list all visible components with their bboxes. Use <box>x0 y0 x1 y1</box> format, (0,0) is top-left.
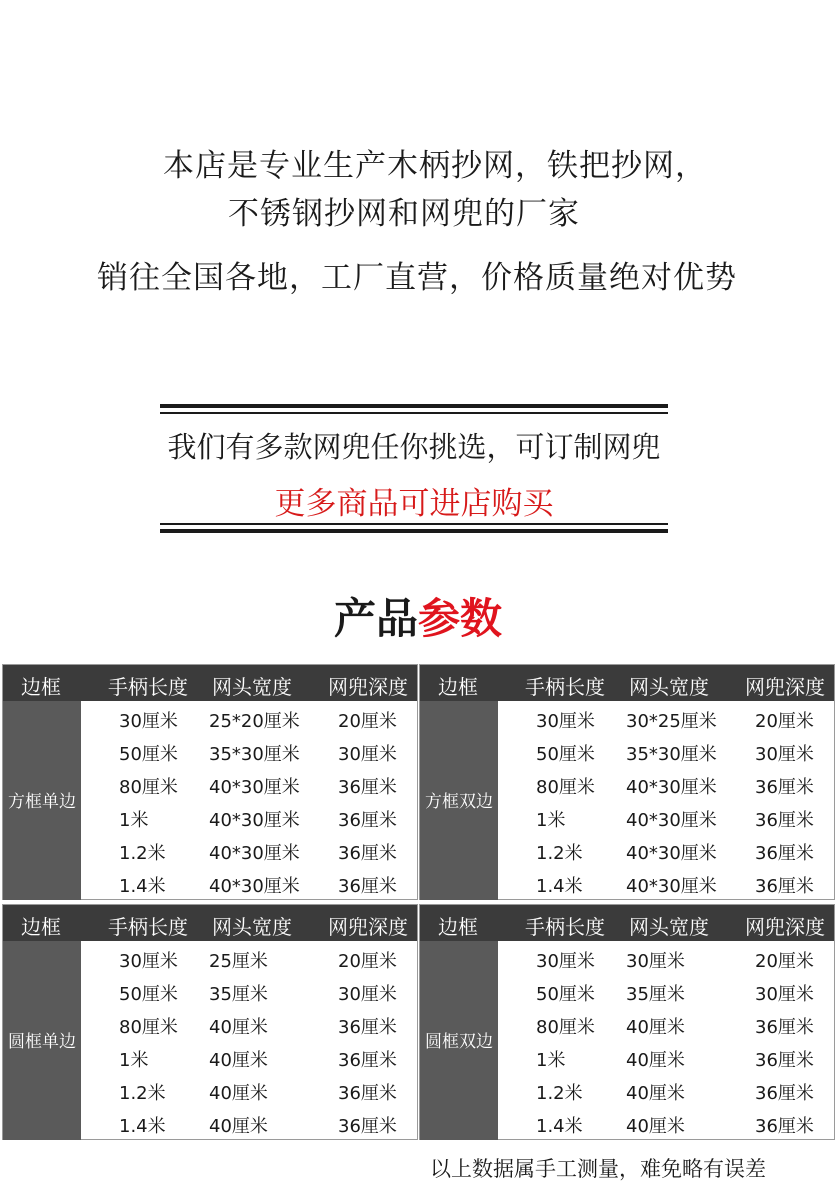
table-row <box>498 1040 834 1073</box>
header-depth: 网兜深度 <box>745 675 825 699</box>
table-row <box>81 941 417 974</box>
cell-depth: 36厘米 <box>338 1083 397 1104</box>
cell-handle-length: 1.4米 <box>119 876 166 897</box>
cell-handle-length: 1米 <box>119 810 149 831</box>
frame-type-label: 方框单边 <box>8 792 76 812</box>
cell-depth: 36厘米 <box>755 1083 814 1104</box>
table-row <box>498 701 834 734</box>
table-row <box>81 1106 417 1139</box>
cell-head-width: 35*30厘米 <box>626 744 717 765</box>
table-header <box>420 905 834 941</box>
cell-head-width: 40厘米 <box>626 1116 685 1137</box>
cell-depth: 30厘米 <box>338 744 397 765</box>
header-head-width: 网头宽度 <box>629 675 709 699</box>
header-head-width: 网头宽度 <box>629 915 709 939</box>
cell-head-width: 25*20厘米 <box>209 711 300 732</box>
intro-line-2: 不锈钢抄网和网兜的厂家 <box>228 196 580 232</box>
table-row <box>81 1073 417 1106</box>
cell-head-width: 40厘米 <box>209 1083 268 1104</box>
spec-table <box>419 664 835 900</box>
notice-line-1: 我们有多款网兜任你挑选，可订制网兜 <box>167 430 661 464</box>
cell-depth: 36厘米 <box>338 810 397 831</box>
table-row <box>498 1007 834 1040</box>
table-row <box>81 734 417 767</box>
cell-depth: 36厘米 <box>338 1116 397 1137</box>
table-row <box>498 833 834 866</box>
frame-type-cell <box>3 701 81 900</box>
table-body <box>81 701 417 899</box>
table-header <box>3 665 417 701</box>
cell-head-width: 40*30厘米 <box>626 876 717 897</box>
table-row <box>498 941 834 974</box>
cell-head-width: 35*30厘米 <box>209 744 300 765</box>
section-heading <box>0 586 836 646</box>
header-head-width: 网头宽度 <box>212 675 292 699</box>
frame-type-cell <box>3 941 81 1140</box>
cell-depth: 36厘米 <box>755 810 814 831</box>
cell-head-width: 40*30厘米 <box>209 777 300 798</box>
cell-head-width: 30*25厘米 <box>626 711 717 732</box>
cell-depth: 36厘米 <box>755 876 814 897</box>
cell-handle-length: 1米 <box>119 1050 149 1071</box>
cell-handle-length: 50厘米 <box>119 984 178 1005</box>
cell-head-width: 40*30厘米 <box>209 876 300 897</box>
cell-handle-length: 1.2米 <box>536 1083 583 1104</box>
cell-depth: 36厘米 <box>338 1017 397 1038</box>
table-row <box>81 833 417 866</box>
cell-head-width: 40厘米 <box>209 1116 268 1137</box>
spec-table <box>419 904 835 1140</box>
divider-bottom-thick <box>160 529 668 533</box>
cell-depth: 36厘米 <box>755 1116 814 1137</box>
cell-depth: 36厘米 <box>338 1050 397 1071</box>
header-handle-length: 手柄长度 <box>108 915 188 939</box>
table-row <box>81 866 417 899</box>
cell-handle-length: 1.4米 <box>119 1116 166 1137</box>
cell-handle-length: 50厘米 <box>536 744 595 765</box>
heading-part-1: 产品 <box>333 594 418 643</box>
table-row <box>498 734 834 767</box>
cell-head-width: 40*30厘米 <box>626 777 717 798</box>
table-body <box>498 941 834 1139</box>
header-depth: 网兜深度 <box>328 915 408 939</box>
cell-head-width: 40厘米 <box>626 1050 685 1071</box>
intro-line-1: 本店是专业生产木柄抄网，铁把抄网， <box>163 148 707 184</box>
header-frame: 边框 <box>438 675 478 699</box>
frame-type-label: 圆框双边 <box>425 1032 493 1052</box>
table-row <box>498 1073 834 1106</box>
cell-depth: 30厘米 <box>338 984 397 1005</box>
cell-head-width: 40*30厘米 <box>209 810 300 831</box>
table-row <box>498 767 834 800</box>
cell-head-width: 40*30厘米 <box>626 810 717 831</box>
cell-depth: 36厘米 <box>755 1017 814 1038</box>
cell-head-width: 35厘米 <box>626 984 685 1005</box>
table-row <box>498 800 834 833</box>
header-head-width: 网头宽度 <box>212 915 292 939</box>
cell-handle-length: 30厘米 <box>536 711 595 732</box>
cell-handle-length: 30厘米 <box>119 711 178 732</box>
table-row <box>81 800 417 833</box>
cell-handle-length: 80厘米 <box>119 1017 178 1038</box>
header-handle-length: 手柄长度 <box>525 915 605 939</box>
spec-table <box>2 664 418 900</box>
header-depth: 网兜深度 <box>328 675 408 699</box>
cell-handle-length: 80厘米 <box>536 777 595 798</box>
cell-handle-length: 50厘米 <box>119 744 178 765</box>
cell-handle-length: 1.4米 <box>536 876 583 897</box>
cell-head-width: 40厘米 <box>209 1050 268 1071</box>
notice-line-2: 更多商品可进店购买 <box>274 486 554 522</box>
frame-type-label: 圆框单边 <box>8 1032 76 1052</box>
table-row <box>81 974 417 1007</box>
header-frame: 边框 <box>21 915 61 939</box>
cell-depth: 36厘米 <box>338 777 397 798</box>
header-frame: 边框 <box>438 915 478 939</box>
table-row <box>498 866 834 899</box>
table-row <box>81 701 417 734</box>
cell-handle-length: 1米 <box>536 1050 566 1071</box>
cell-head-width: 25厘米 <box>209 951 268 972</box>
divider-top-thin <box>160 412 668 414</box>
cell-handle-length: 30厘米 <box>119 951 178 972</box>
cell-depth: 36厘米 <box>755 777 814 798</box>
cell-depth: 30厘米 <box>755 984 814 1005</box>
cell-head-width: 35厘米 <box>209 984 268 1005</box>
table-header <box>3 905 417 941</box>
cell-depth: 30厘米 <box>755 744 814 765</box>
cell-depth: 20厘米 <box>338 711 397 732</box>
cell-depth: 36厘米 <box>755 843 814 864</box>
cell-head-width: 30厘米 <box>626 951 685 972</box>
cell-depth: 20厘米 <box>755 711 814 732</box>
cell-handle-length: 1.2米 <box>119 1083 166 1104</box>
table-row <box>81 1007 417 1040</box>
divider-bottom-thin <box>160 523 668 525</box>
frame-type-cell <box>420 701 498 900</box>
cell-depth: 36厘米 <box>338 876 397 897</box>
cell-handle-length: 30厘米 <box>536 951 595 972</box>
cell-depth: 20厘米 <box>338 951 397 972</box>
cell-head-width: 40*30厘米 <box>209 843 300 864</box>
header-frame: 边框 <box>21 675 61 699</box>
table-body <box>498 701 834 899</box>
cell-head-width: 40厘米 <box>626 1017 685 1038</box>
table-body <box>81 941 417 1139</box>
footer-note: 以上数据属手工测量，难免略有误差 <box>430 1157 766 1181</box>
cell-handle-length: 80厘米 <box>119 777 178 798</box>
table-row <box>81 1040 417 1073</box>
table-row <box>498 1106 834 1139</box>
header-handle-length: 手柄长度 <box>525 675 605 699</box>
cell-depth: 36厘米 <box>755 1050 814 1071</box>
cell-handle-length: 1.2米 <box>536 843 583 864</box>
cell-depth: 36厘米 <box>338 843 397 864</box>
table-header <box>420 665 834 701</box>
cell-handle-length: 1.2米 <box>119 843 166 864</box>
intro-line-3: 销往全国各地，工厂直营，价格质量绝对优势 <box>97 260 737 296</box>
divider-top-thick <box>160 404 668 408</box>
cell-head-width: 40厘米 <box>626 1083 685 1104</box>
frame-type-cell <box>420 941 498 1140</box>
header-depth: 网兜深度 <box>745 915 825 939</box>
table-row <box>498 974 834 1007</box>
cell-handle-length: 50厘米 <box>536 984 595 1005</box>
frame-type-label: 方框双边 <box>425 792 493 812</box>
cell-head-width: 40*30厘米 <box>626 843 717 864</box>
header-handle-length: 手柄长度 <box>108 675 188 699</box>
cell-handle-length: 1米 <box>536 810 566 831</box>
cell-handle-length: 1.4米 <box>536 1116 583 1137</box>
cell-handle-length: 80厘米 <box>536 1017 595 1038</box>
spec-table <box>2 904 418 1140</box>
table-row <box>81 767 417 800</box>
cell-depth: 20厘米 <box>755 951 814 972</box>
cell-head-width: 40厘米 <box>209 1017 268 1038</box>
heading-part-2: 参数 <box>418 594 503 643</box>
